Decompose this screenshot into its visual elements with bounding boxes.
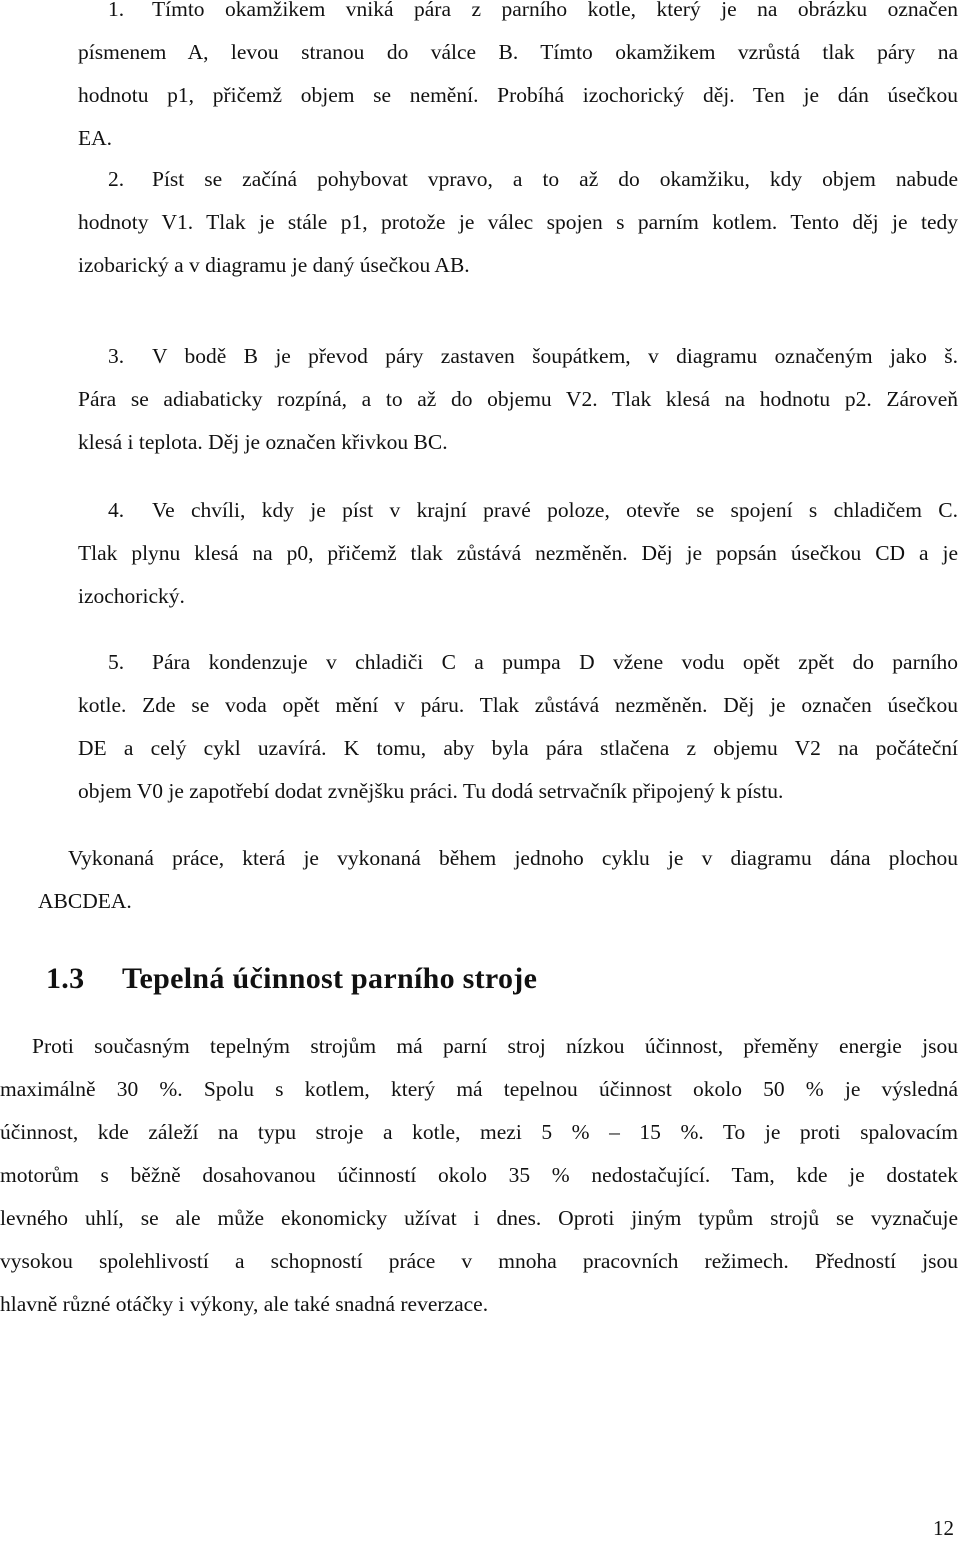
item-2-line-3: izobarický a v diagramu je daný úsečkou AB. — [78, 253, 470, 277]
efficiency-line-6: vysokou spolehlivostí a schopností práce v mnoha pracovních režimech. Předností jsou — [0, 1249, 958, 1273]
efficiency-line-2: maximálně 30 %. Spolu s kotlem, který má tepelnou účinnost okolo 50 % je výsledná — [0, 1077, 958, 1101]
list-number-1: 1. — [108, 0, 125, 21]
section-number: 1.3 — [46, 962, 85, 995]
efficiency-line-3: účinnost, kde záleží na typu stroje a kotle, mezi 5 % – 15 %. To je proti spalovacím — [0, 1120, 958, 1144]
list-item-2 — [78, 158, 958, 287]
item-5-line-2: kotle. Zde se voda opět mění v páru. Tlak zůstává nezměněn. Děj je označen úsečkou — [78, 693, 958, 717]
item-4-line-2: Tlak plynu klesá na p0, přičemž tlak zůstává nezměněn. Děj je popsán úsečkou CD a je — [78, 541, 958, 565]
page-number: 12 — [933, 1516, 954, 1540]
item-1-line-1: Tímto okamžikem vniká pára z parního kotle, který je na obrázku označen — [152, 0, 958, 21]
item-4-line-1: Ve chvíli, kdy je píst v krajní pravé poloze, otevře se spojení s chladičem C. — [152, 498, 958, 522]
list-number-5: 5. — [108, 650, 125, 674]
summary-line-1: Vykonaná práce, která je vykonaná během jednoho cyklu je v diagramu dána plochou — [68, 846, 958, 870]
list-item-5 — [78, 641, 958, 813]
list-number-2: 2. — [108, 167, 125, 191]
item-4-line-3: izochorický. — [78, 584, 185, 608]
item-3-line-3: klesá i teplota. Děj je označen křivkou BC. — [78, 430, 448, 454]
list-item-4 — [78, 489, 958, 618]
efficiency-line-4: motorům s běžně dosahovanou účinností okolo 35 % nedostačující. Tam, kde je dostatek — [0, 1163, 958, 1187]
efficiency-paragraph — [0, 1025, 958, 1326]
list-item-1 — [78, 0, 958, 160]
section-heading — [46, 962, 537, 996]
item-3-line-2: Pára se adiabaticky rozpíná, a to až do objemu V2. Tlak klesá na hodnotu p2. Zároveň — [78, 387, 958, 411]
item-1-line-3: hodnotu p1, přičemž objem se nemění. Probíhá izochorický děj. Ten je dán úsečkou — [78, 83, 958, 107]
list-item-3 — [78, 335, 958, 464]
efficiency-line-7: hlavně různé otáčky i výkony, ale také snadná reverzace. — [0, 1292, 489, 1316]
efficiency-line-1: Proti současným tepelným strojům má parní stroj nízkou účinnost, přeměny energie jsou — [32, 1034, 958, 1058]
summary-line-2: ABCDEA. — [38, 889, 132, 913]
item-1-line-4: EA. — [78, 126, 113, 150]
list-number-3: 3. — [108, 344, 125, 368]
item-5-line-1: Pára kondenzuje v chladiči C a pumpa D vžene vodu opět zpět do parního — [152, 650, 958, 674]
summary-paragraph — [38, 837, 958, 923]
item-5-line-3: DE a celý cykl uzavírá. K tomu, aby byla pára stlačena z objemu V2 na počáteční — [78, 736, 958, 760]
item-5-line-4: objem V0 je zapotřebí dodat zvnějšku práci. Tu dodá setrvačník připojený k pístu. — [78, 779, 784, 803]
item-1-line-2: písmenem A, levou stranou do válce B. Tímto okamžikem vzrůstá tlak páry na — [78, 40, 958, 64]
list-number-4: 4. — [108, 498, 125, 522]
section-title: Tepelná účinnost parního stroje — [122, 962, 538, 995]
item-2-line-2: hodnoty V1. Tlak je stále p1, protože je válec spojen s parním kotlem. Tento děj je tedy — [78, 210, 958, 234]
efficiency-line-5: levného uhlí, se ale může ekonomicky užívat i dnes. Oproti jiným typům strojů se vyznačuje — [0, 1206, 958, 1230]
item-2-line-1: Píst se začíná pohybovat vpravo, a to až do okamžiku, kdy objem nabude — [152, 167, 958, 191]
item-3-line-1: V bodě B je převod páry zastaven šoupátkem, v diagramu označeným jako š. — [152, 344, 958, 368]
